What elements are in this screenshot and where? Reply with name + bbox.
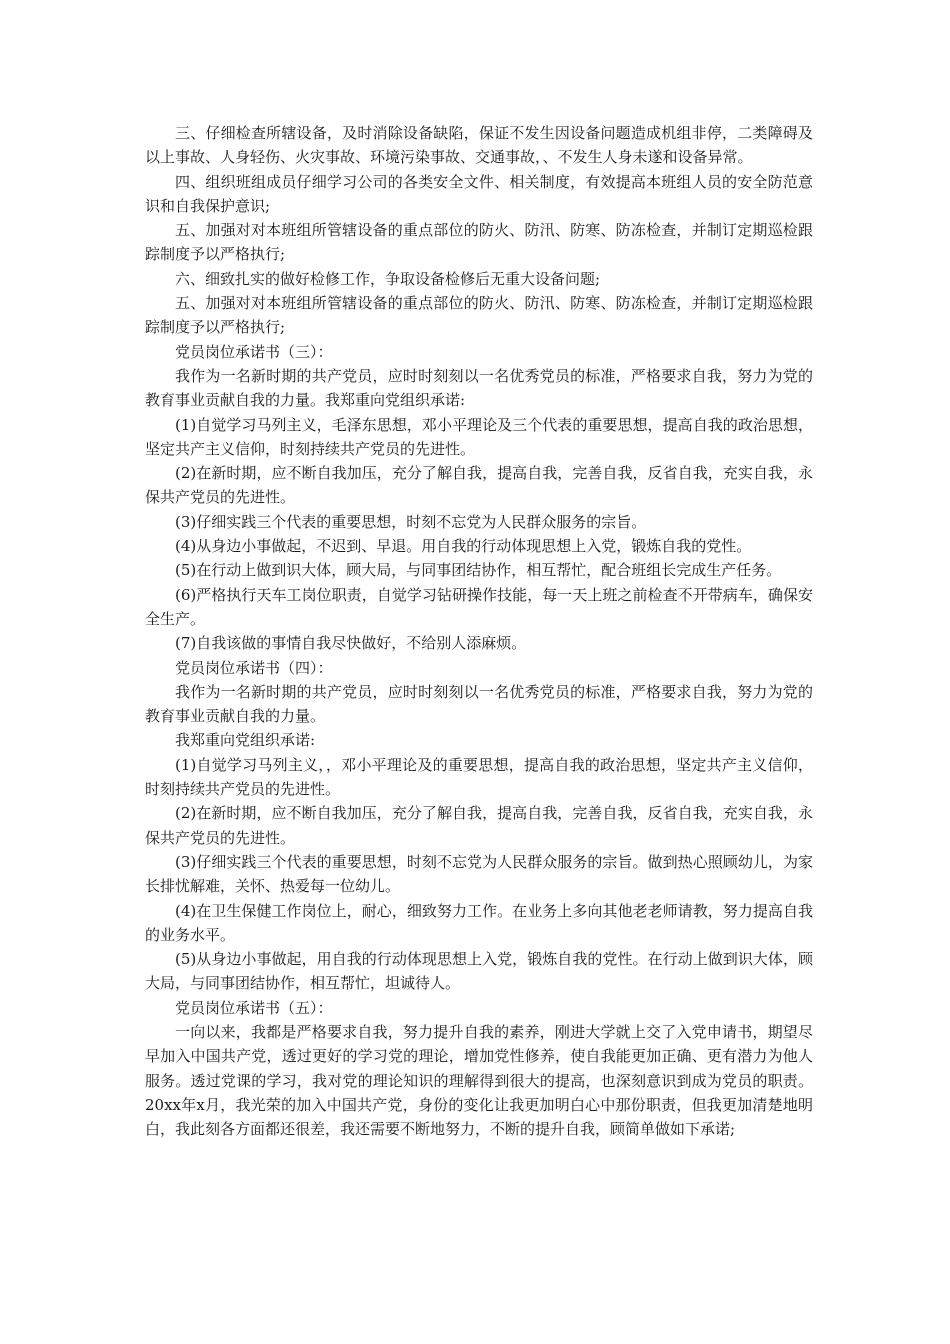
paragraph: (1)自觉学习马列主义，，邓小平理论及的重要思想，提高自我的政治思想，坚定共产主义信仰，时刻持续共产党员的先进性。 (145, 755, 813, 799)
paragraph: (4)在卫生保健工作岗位上，耐心，细致努力工作。在业务上多向其他老老师请教，努力提高自我的业务水平。 (145, 901, 813, 944)
paragraph: 我郑重向党组织承诺: (175, 731, 316, 750)
paragraph: (6)严格执行天车工岗位职责，自觉学习钻研操作技能，每一天上班之前检查不开带病车，确保安全生产。 (145, 585, 813, 628)
paragraph: 三、仔细检查所辖设备，及时消除设备缺陷，保证不发生因设备问题造成机组非停，二类障碍及以上事故、人身轻伤、火灾事故、环境污染事故、交通事故，、不发生人身未遂和设备异常。 (145, 124, 813, 167)
paragraph: 四、组织班组成员仔细学习公司的各类安全文件、相关制度，有效提高本班组人员的安全防范意识和自我保护意识; (145, 172, 813, 215)
paragraph: (7)自我该做的事情自我尽快做好，不给别人添麻烦。 (175, 634, 527, 653)
section-heading: 党员岗位承诺书（三）： (175, 342, 333, 361)
paragraph: 五、加强对对本班组所管辖设备的重点部位的防火、防汛、防寒、防冻检查，并制订定期巡检跟踪制度予以严格执行; (145, 294, 813, 337)
paragraph: 我作为一名新时期的共产党员，应时时刻刻以一名优秀党员的标准，严格要求自我，努力为党的教育事业贡献自我的力量。 (145, 682, 813, 726)
section-heading: 党员岗位承诺书（五）： (175, 998, 333, 1017)
paragraph: (2)在新时期，应不断自我加压，充分了解自我，提高自我，完善自我，反省自我，充实自我，永保共产党员的先进性。 (145, 464, 813, 507)
section-heading: 党员岗位承诺书（四）： (175, 658, 333, 677)
paragraph: (3)仔细实践三个代表的重要思想，时刻不忘党为人民群众服务的宗旨。做到热心照顾幼儿，为家长排忧解难，关怀、热爱每一位幼儿。 (145, 852, 813, 896)
paragraph: (5)从身边小事做起，用自我的行动体现思想上入党，锻炼自我的党性。在行动上做到识大体，顾大局，与同事团结协作，相互帮忙，坦诚待人。 (145, 950, 813, 993)
paragraph: (2)在新时期，应不断自我加压，充分了解自我，提高自我，完善自我，反省自我，充实自我，永保共产党员的先进性。 (145, 804, 813, 847)
paragraph: 五、加强对对本班组所管辖设备的重点部位的防火、防汛、防寒、防冻检查，并制订定期巡检跟踪制度予以严格执行; (145, 221, 813, 264)
paragraph: 六、细致扎实的做好检修工作，争取设备检修后无重大设备问题; (175, 269, 601, 288)
document-body (145, 121, 813, 1141)
paragraph: (4)从身边小事做起，不迟到、早退。用自我的行动体现思想上入党，锻炼自我的党性。 (175, 537, 752, 556)
paragraph: (3)仔细实践三个代表的重要思想，时刻不忘党为人民群众服务的宗旨。 (175, 512, 647, 531)
paragraph: 我作为一名新时期的共产党员，应时时刻刻以一名优秀党员的标准，严格要求自我，努力为党的教育事业贡献自我的力量。我郑重向党组织承诺: (145, 366, 813, 410)
paragraph: (5)在行动上做到识大体，顾大局，与同事团结协作，相互帮忙，配合班组长完成生产任务。 (175, 561, 782, 580)
paragraph: (1)自觉学习马列主义，毛泽东思想，邓小平理论及三个代表的重要思想，提高自我的政治思想，坚定共产主义信仰，时刻持续共产党员的先进性。 (145, 415, 813, 458)
paragraph: 一向以来，我都是严格要求自我，努力提升自我的素养，刚进大学就上交了入党申请书，期望尽早加入中国共产党，透过更好的学习党的理论，增加党性修养，使自我能更加正确、更有潜力为他人服务。透过党课的学习，我对党的理论知识的理解得到很大的提高，也深刻意识到成为党员的职责。20xx年x月，我光荣的加入中国共产党，身份的变化让我更加明白心中那份职责，但我更加清楚地明白，我此刻各方面都还很差，我还需要不断地努力，不断的提升自我，顾简单做如下承诺; (145, 1022, 813, 1139)
